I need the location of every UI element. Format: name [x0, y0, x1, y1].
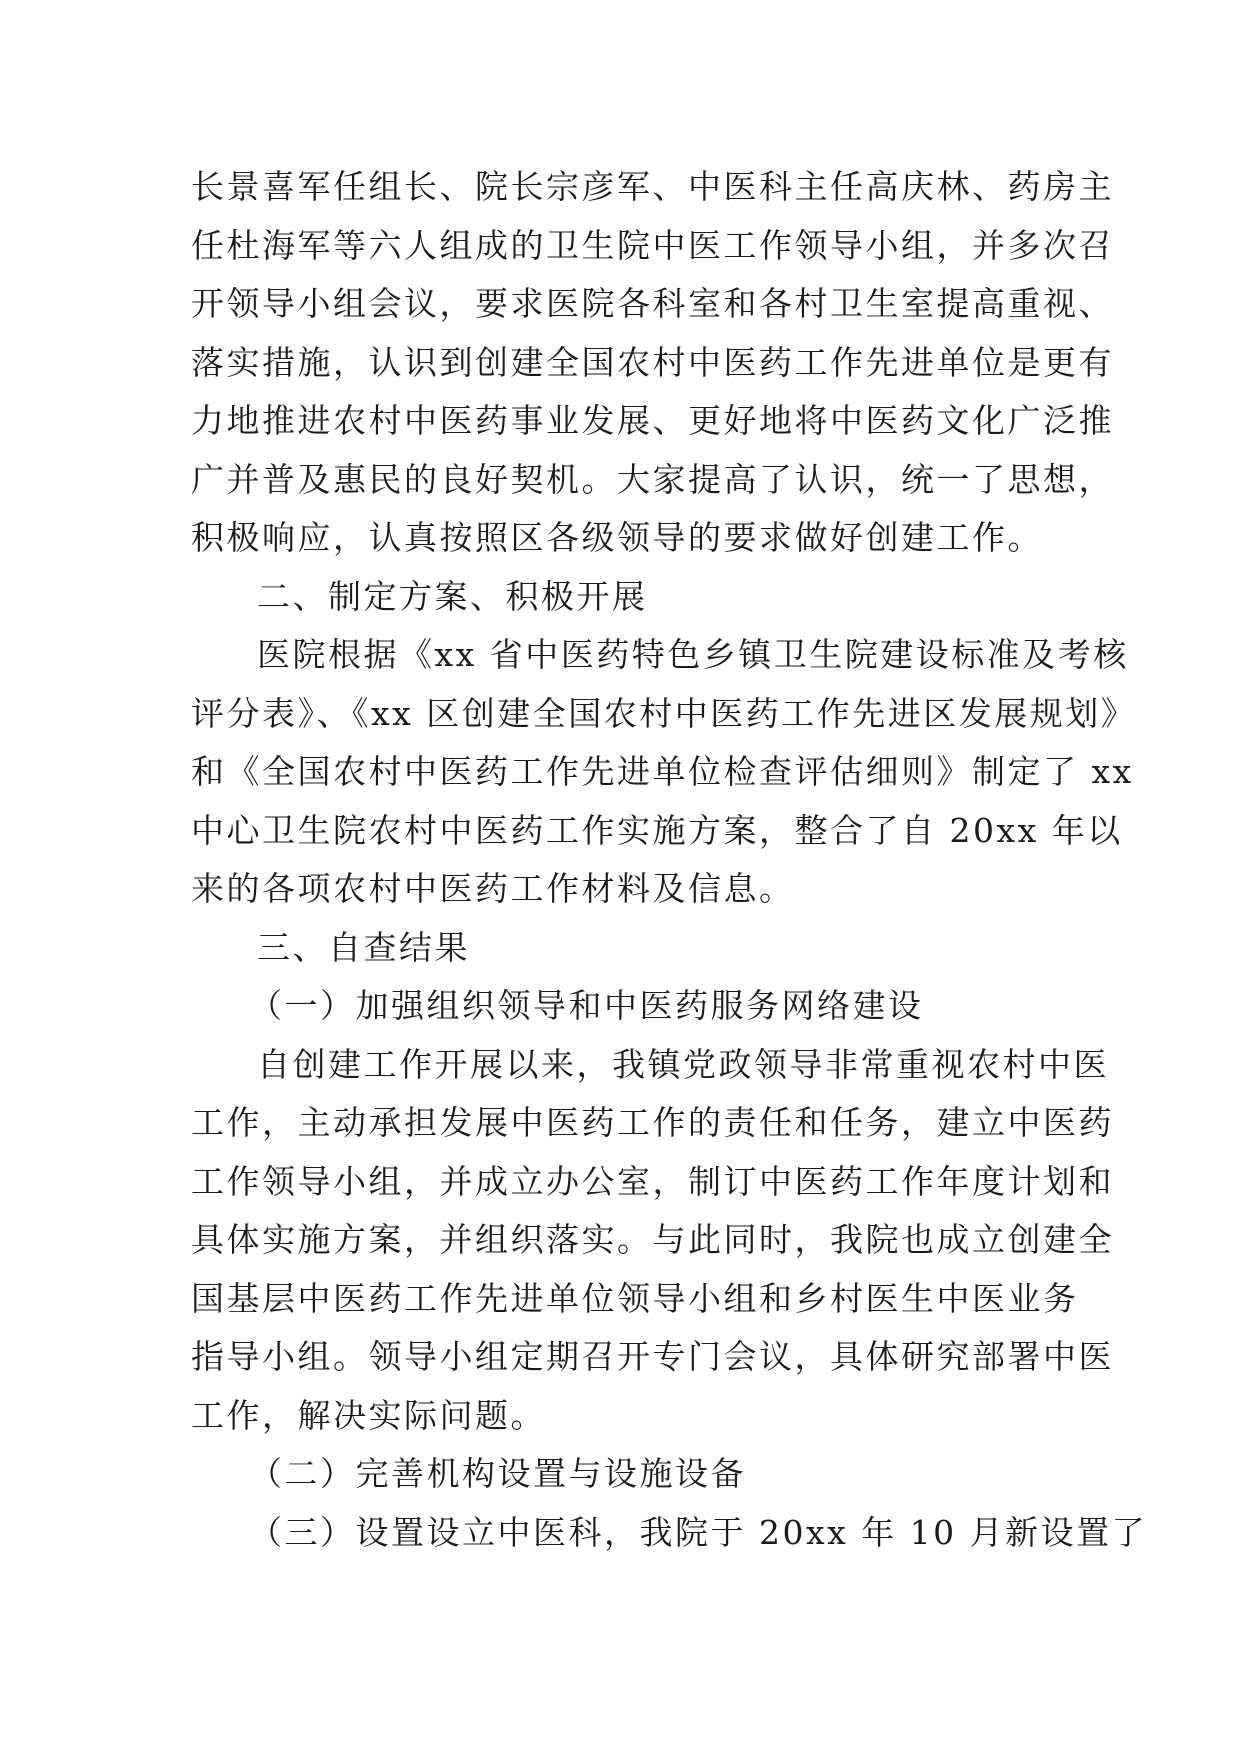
subsection-heading: （一）加强组织领导和中医药服务网络建设	[249, 986, 924, 1025]
body-line: 指导小组。领导小组定期召开专门会议，具体研究部署中医	[191, 1337, 1114, 1376]
body-line: 具体实施方案，并组织落实。与此同时，我院也成立创建全	[191, 1220, 1114, 1259]
subsection-heading: （三）设置设立中医科，我院于 20xx 年 10 月新设置了	[249, 1512, 1148, 1552]
body-line: 自创建工作开展以来，我镇党政领导非常重视农村中医	[257, 1044, 1109, 1084]
body-line: 工作，解决实际问题。	[191, 1395, 546, 1435]
body-line: 中心卫生院农村中医药工作实施方案，整合了自 20xx 年以	[191, 810, 1123, 850]
body-line: 任杜海军等六人组成的卫生院中医工作领导小组，并多次召	[191, 225, 1114, 265]
body-line: 长景喜军任组长、院长宗彦军、中医科主任高庆林、药房主	[191, 167, 1114, 206]
body-line: 医院根据《xx 省中医药特色乡镇卫生院建设标准及考核	[257, 635, 1129, 674]
body-line: 来的各项农村中医药工作材料及信息。	[191, 869, 795, 908]
body-line: 评分表》、《xx 区创建全国农村中医药工作先进区发展规划》	[191, 693, 1137, 733]
body-line: 工作领导小组，并成立办公室，制订中医药工作年度计划和	[191, 1161, 1114, 1201]
section-heading: 三、自查结果	[257, 927, 470, 967]
body-line: 开领导小组会议，要求医院各科室和各村卫生室提高重视、	[191, 284, 1114, 323]
body-line: 工作，主动承担发展中医药工作的责任和任务，建立中医药	[191, 1103, 1114, 1142]
body-line: 积极响应，认真按照区各级领导的要求做好创建工作。	[191, 518, 1043, 557]
subsection-heading: （二）完善机构设置与设施设备	[249, 1454, 746, 1493]
body-line: 国基层中医药工作先进单位领导小组和乡村医生中医业务	[191, 1278, 1079, 1318]
section-heading: 二、制定方案、积极开展	[257, 576, 648, 616]
document-body	[191, 158, 1148, 1562]
body-line: 广并普及惠民的良好契机。大家提高了认识，统一了思想，	[191, 459, 1114, 499]
body-line: 和《全国农村中医药工作先进单位检查评估细则》制定了 xx	[191, 752, 1134, 791]
body-line: 力地推进农村中医药事业发展、更好地将中医药文化广泛推	[191, 401, 1114, 440]
body-line: 落实措施，认识到创建全国农村中医药工作先进单位是更有	[191, 342, 1114, 382]
